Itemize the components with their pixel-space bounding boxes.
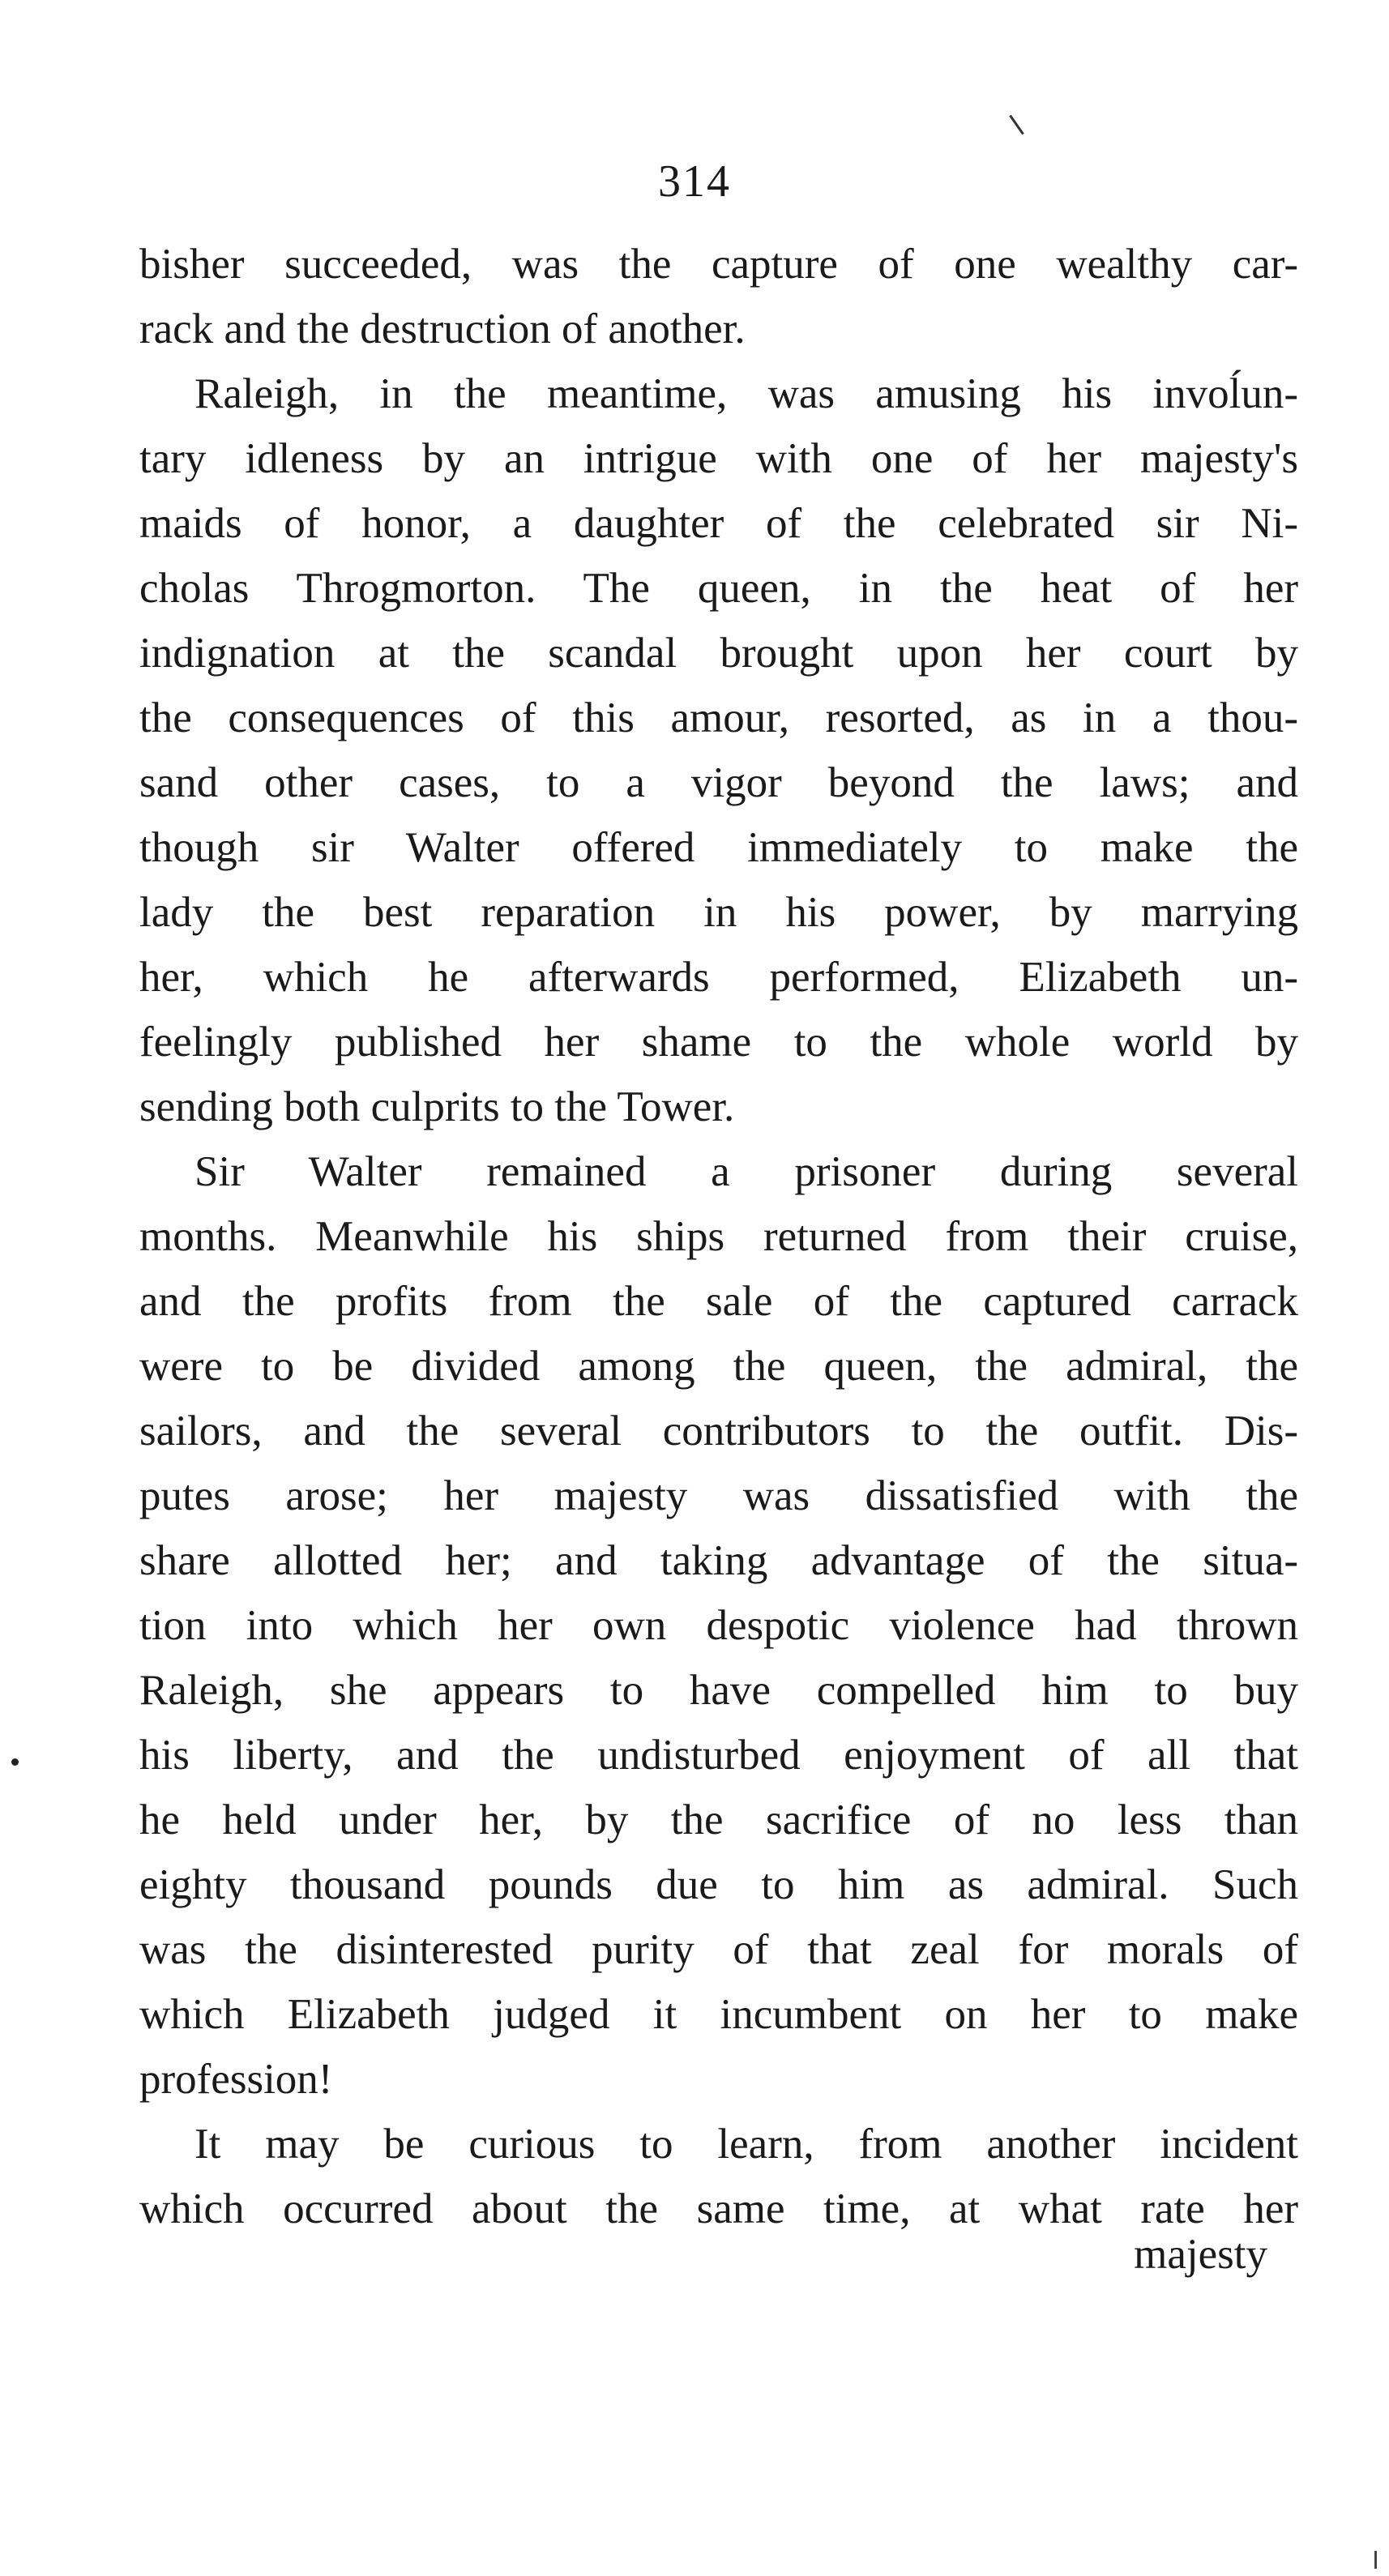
text-line: rack and the destruction of another. <box>139 305 746 352</box>
text-line: indignation at the scandal brought upon her court by <box>139 630 1298 677</box>
text-line: he held under her, by the sacrifice of no less than <box>139 1796 1298 1843</box>
text-line: the consequences of this amour, resorted, as in a thou- <box>139 694 1298 741</box>
page-number: 314 <box>658 156 731 207</box>
text-line: which Elizabeth judged it incumbent on her to make <box>139 1991 1298 2038</box>
text-line: cholas Throgmorton. The queen, in the heat of her <box>139 565 1298 612</box>
text-line: It may be curious to learn, from another incident <box>194 2121 1298 2168</box>
body-text <box>139 232 1298 2241</box>
text-line: share allotted her; and taking advantage of the situa- <box>139 1537 1298 1584</box>
paragraph-1 <box>139 232 1298 361</box>
text-line: tion into which her own despotic violence had thrown <box>139 1602 1298 1649</box>
paragraph-4 <box>139 2112 1298 2241</box>
text-line: Raleigh, she appears to have compelled him to buy <box>139 1667 1298 1714</box>
text-line: eighty thousand pounds due to him as admiral. Such <box>139 1861 1298 1908</box>
text-line: which occurred about the same time, at what rate her <box>139 2185 1298 2232</box>
text-line: sending both culprits to the Tower. <box>139 1083 735 1130</box>
text-line: and the profits from the sale of the captured carrack <box>139 1278 1298 1325</box>
text-line: putes arose; her majesty was dissatisfied with the <box>139 1472 1298 1519</box>
text-line: his liberty, and the undisturbed enjoyment of all that <box>139 1732 1298 1779</box>
text-line: tary idleness by an intrigue with one of her majesty's <box>139 435 1298 482</box>
text-line: profession! <box>139 2056 333 2103</box>
text-line: Raleigh, in the meantime, was amusing his invoĺun- <box>194 370 1298 417</box>
text-line: Sir Walter remained a prisoner during several <box>194 1148 1298 1195</box>
text-line: maids of honor, a daughter of the celebrated sir Ni- <box>139 500 1298 547</box>
paragraph-2 <box>139 361 1298 1139</box>
text-line: was the disinterested purity of that zeal for morals of <box>139 1926 1298 1973</box>
text-line: months. Meanwhile his ships returned from their cruise, <box>139 1213 1298 1260</box>
text-line: sailors, and the several contributors to the outfit. Dis- <box>139 1408 1298 1455</box>
text-line: were to be divided among the queen, the admiral, the <box>139 1343 1298 1390</box>
text-line: her, which he afterwards performed, Elizabeth un- <box>139 954 1298 1001</box>
edge-mark <box>1374 2551 1377 2569</box>
paragraph-3 <box>139 1139 1298 2112</box>
margin-dot <box>11 1758 19 1766</box>
stray-mark <box>1009 115 1024 135</box>
text-line: feelingly published her shame to the whole world by <box>139 1019 1298 1066</box>
catchword: majesty <box>1134 2231 1267 2278</box>
text-line: though sir Walter offered immediately to make the <box>139 824 1298 871</box>
text-line: lady the best reparation in his power, by marrying <box>139 889 1298 936</box>
text-line: bisher succeeded, was the capture of one wealthy car- <box>139 241 1298 288</box>
text-line: sand other cases, to a vigor beyond the laws; and <box>139 759 1298 806</box>
